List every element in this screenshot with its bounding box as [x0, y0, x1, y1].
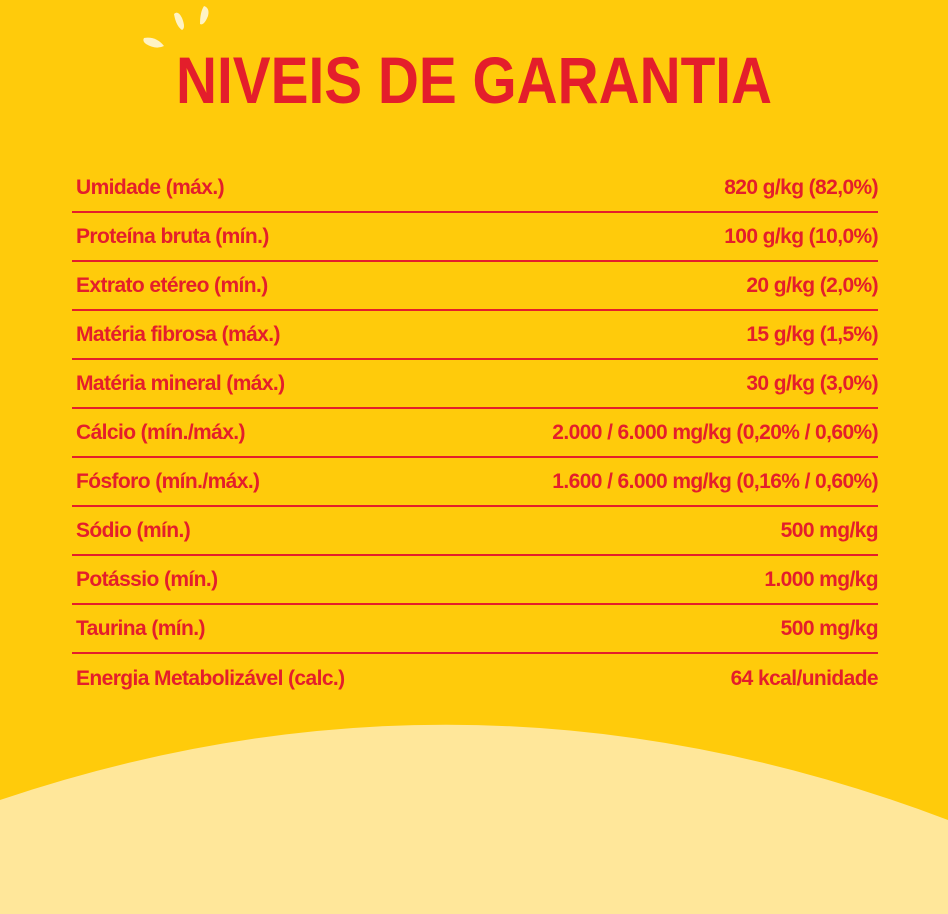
table-row — [72, 213, 878, 262]
row-label: Matéria fibrosa (máx.) — [76, 322, 280, 346]
row-label: Sódio (mín.) — [76, 518, 191, 542]
table-row — [72, 605, 878, 654]
row-value: 15 g/kg (1,5%) — [746, 322, 878, 346]
row-value: 1.600 / 6.000 mg/kg (0,16% / 0,60%) — [552, 469, 878, 493]
table-row — [72, 311, 878, 360]
row-value: 500 mg/kg — [780, 616, 878, 640]
row-label: Potássio (mín.) — [76, 567, 218, 591]
guarantee-table — [72, 164, 878, 703]
row-label: Cálcio (mín./máx.) — [76, 420, 245, 444]
table-row — [72, 164, 878, 213]
page-title: NIVEIS DE GARANTIA — [175, 43, 773, 117]
row-label: Fósforo (mín./máx.) — [76, 469, 260, 493]
table-row — [72, 556, 878, 605]
table-row — [72, 262, 878, 311]
row-value: 2.000 / 6.000 mg/kg (0,20% / 0,60%) — [552, 420, 878, 444]
row-value: 1.000 mg/kg — [764, 567, 878, 591]
row-value: 500 mg/kg — [780, 518, 878, 542]
row-label: Matéria mineral (máx.) — [76, 371, 285, 395]
row-label: Extrato etéreo (mín.) — [76, 273, 268, 297]
row-value: 20 g/kg (2,0%) — [746, 273, 878, 297]
row-value: 64 kcal/unidade — [730, 666, 878, 690]
table-row — [72, 360, 878, 409]
row-value: 100 g/kg (10,0%) — [724, 224, 878, 248]
table-row — [72, 458, 878, 507]
table-row — [72, 654, 878, 703]
row-label: Proteína bruta (mín.) — [76, 224, 269, 248]
row-label: Taurina (mín.) — [76, 616, 205, 640]
row-value: 820 g/kg (82,0%) — [724, 175, 878, 199]
row-label: Energia Metabolizável (calc.) — [76, 666, 345, 690]
table-row — [72, 409, 878, 458]
table-row — [72, 507, 878, 556]
row-value: 30 g/kg (3,0%) — [746, 371, 878, 395]
row-label: Umidade (máx.) — [76, 175, 224, 199]
